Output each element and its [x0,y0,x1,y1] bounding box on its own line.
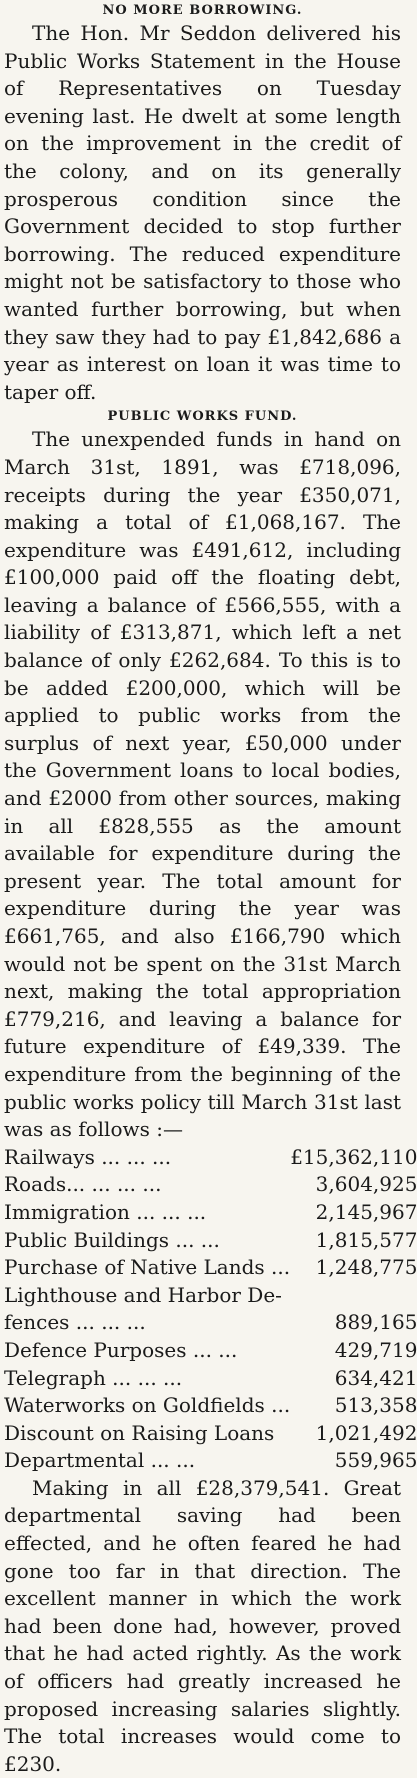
expenditure-amount: 1,815,577 [315,1227,417,1252]
expenditure-item: Roads... ... ... ... [4,1172,162,1197]
expenditure-item: Public Buildings ... ... [4,1227,220,1252]
expenditure-amount: 634,421 [334,1365,417,1390]
table-row [4,1420,417,1448]
table-row [4,1254,417,1282]
table-row [4,1282,417,1310]
table-row [4,1392,417,1420]
table-row [4,1309,417,1337]
table-row [4,1144,417,1172]
expenditure-amount: 1,248,775 [315,1255,417,1280]
expenditure-item: Discount on Raising Loans [4,1420,275,1445]
expenditure-item: Defence Purposes ... ... [4,1337,238,1362]
table-row [4,1365,417,1393]
expenditure-item: Lighthouse and Harbor De- [4,1282,282,1307]
fund-paragraph: The unexpended funds in hand on March 31st, 1891, was £718,096, receipts during the year £350,071, making a total of £1,068,167. The expenditure was £491,612, including £100,000 paid off the floating debt, leaving a balance of £566,555, with a liability of £313,871, which left a net balance of only £262,684. To this is to be added £200,000, which will be applied to public works from the surplus of next year, £50,000 under the Government loans to local bodies, and £2000 from other sources, making in all £828,555 as the amount available for expenditure during the present year. The total amount for expenditure during the year was £661,765, and also £166,790 which would not be spent on the 31st March next, making the total appropriation £779,216, and leaving a balance for future expenditure of £49,339. The expenditure from the beginning of the public works policy till March 31st last was as follows :— [4,427,401,1142]
table-row [4,1227,417,1255]
expenditure-amount: 1,021,492 [315,1420,417,1445]
expenditure-item: Telegraph ... ... ... [4,1365,183,1390]
expenditure-amount: 513,358 [334,1393,417,1418]
expenditure-item: fences ... ... ... [4,1310,146,1335]
intro-paragraph: The Hon. Mr Seddon delivered his Public Works Statement in the House of Representatives on Tuesday evening last. He dwelt at some length on the improvement in the credit of the colony, and on its generally prosperous condition since the Government decided to stop further borrowing. The reduced expenditure might not be satisfactory to those who wanted further borrowing, but when they saw they had to pay £1,842,686 a year as interest on loan it was time to taper off. [4,21,401,404]
closing-paragraph: Making in all £28,379,541. Great departmental saving had been effected, and he often feared he had gone too far in that direction. The excellent manner in which the work had been done had, however, proved that he had acted rightly. As the work of officers had greatly increased he proposed increasing salaries slightly. The total increases would come to £230. [4,1475,401,1776]
table-row [4,1447,417,1475]
expenditure-item: Immigration ... ... ... [4,1199,207,1224]
expenditure-item: Purchase of Native Lands ... [4,1255,291,1280]
expenditure-item: Waterworks on Goldfields ... [4,1393,291,1418]
expenditure-amount: 2,145,967 [315,1199,417,1224]
expenditure-item: Departmental ... ... [4,1448,196,1473]
expenditure-amount: 429,719 [334,1337,417,1362]
table-row [4,1199,417,1227]
table-row [4,1171,417,1199]
expenditure-amount: 559,965 [334,1448,417,1473]
expenditure-amount [290,1282,417,1310]
expenditure-item: Railways ... ... ... [4,1144,172,1169]
expenditure-table [4,1144,417,1475]
expenditure-amount: 889,165 [334,1310,417,1335]
expenditure-amount: £15,362,110 [290,1144,417,1169]
table-row [4,1337,417,1365]
section-subheading: PUBLIC WORKS FUND. [107,409,298,425]
article-title: NO MORE BORROWING. [102,3,303,18]
expenditure-amount: 3,604,925 [315,1172,417,1197]
